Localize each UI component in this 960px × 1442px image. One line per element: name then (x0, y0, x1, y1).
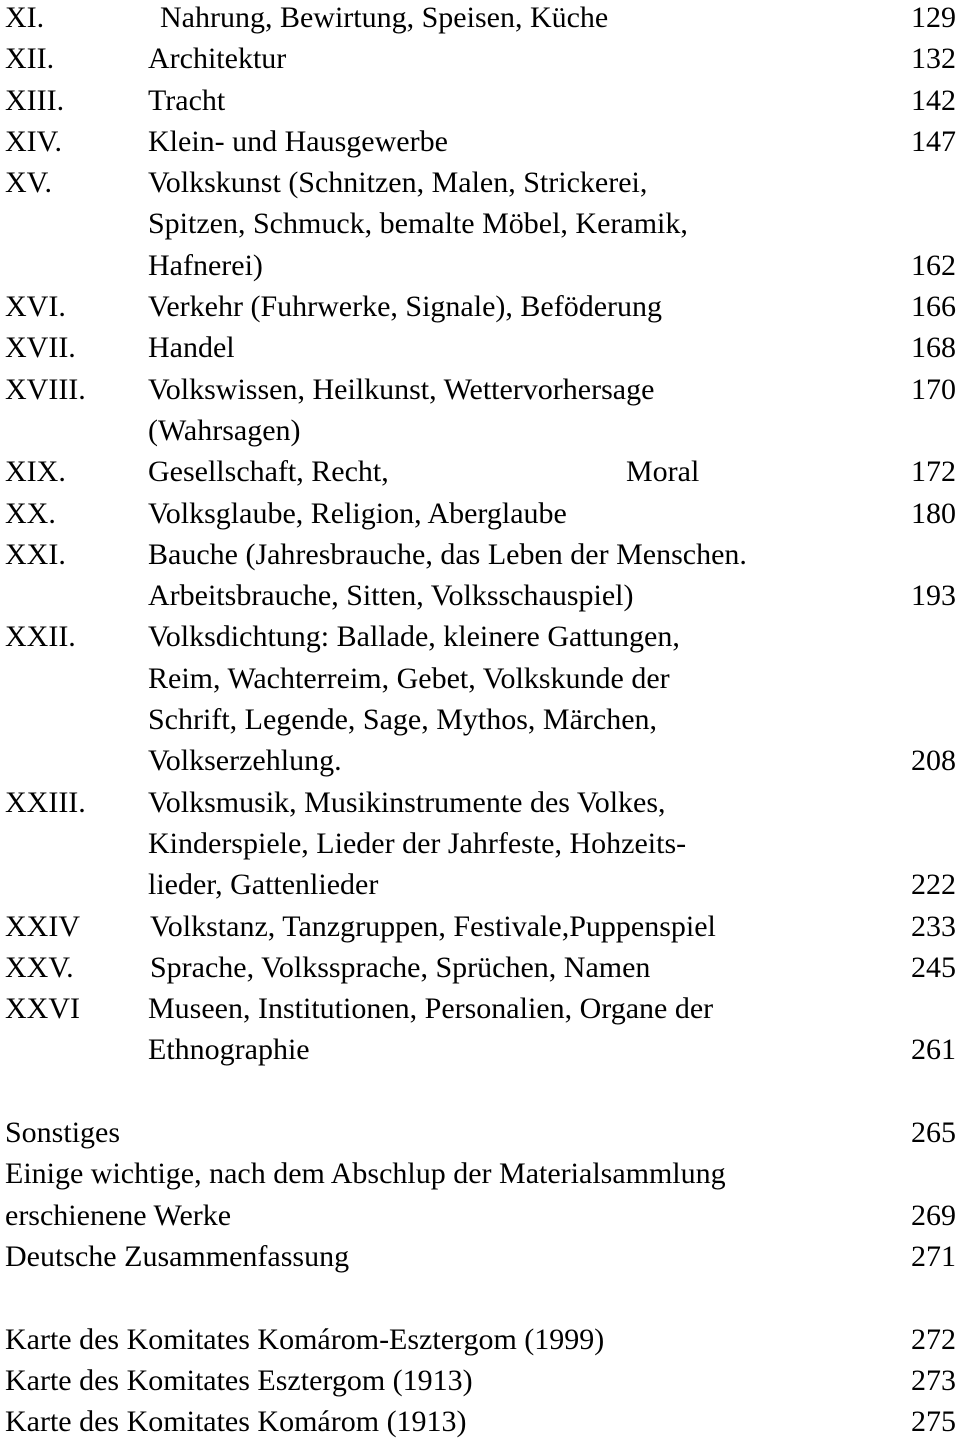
chapter-title: Sprache, Volkssprache, Sprüchen, Namen (150, 950, 651, 984)
chapter-number: XII. (5, 42, 55, 76)
toc-entry (0, 369, 960, 410)
toc-entry-continuation (0, 823, 960, 864)
toc-entry (0, 1153, 960, 1194)
chapter-number: XVII. (5, 331, 76, 365)
page-number: 168 (911, 331, 956, 365)
chapter-title: Tracht (148, 83, 226, 117)
chapter-title: Volksmusik, Musikinstrumente des Volkes, (148, 785, 666, 819)
chapter-title: (Wahrsagen) (148, 413, 301, 447)
toc-entry (0, 286, 960, 327)
toc-entry-continuation (0, 245, 960, 286)
toc-entry (0, 988, 960, 1029)
section-gap (0, 1071, 960, 1112)
page-number: 272 (911, 1322, 956, 1356)
page-number: 166 (911, 290, 956, 324)
page-number: 132 (911, 42, 956, 76)
chapter-number: XXVI (5, 992, 80, 1026)
toc-entry (0, 451, 960, 492)
toc-entry (0, 493, 960, 534)
chapter-title: Ethnographie (148, 1033, 310, 1067)
page-number: 147 (911, 124, 956, 158)
chapter-title: Nahrung, Bewirtung, Speisen, Küche (160, 1, 609, 34)
chapter-title-extra: Moral (626, 455, 700, 489)
toc-entry (0, 162, 960, 203)
chapter-title: Volkstanz, Tanzgruppen, Festivale,Puppenspiel (150, 909, 716, 943)
chapter-title: Schrift, Legende, Sage, Mythos, Märchen, (148, 703, 658, 737)
chapter-number: XIII. (5, 83, 65, 117)
chapter-title: Bauche (Jahresbrauche, das Leben der Menschen. (148, 537, 747, 571)
chapter-title: Verkehr (Fuhrwerke, Signale), Beföderung (148, 290, 662, 324)
chapter-title: Museen, Institutionen, Personalien, Organe der (148, 992, 714, 1026)
page-number: 208 (911, 744, 956, 778)
page-number: 193 (911, 579, 956, 613)
appendix-title: Sonstiges (5, 1116, 121, 1150)
map-title: Karte des Komitates Esztergom (1913) (5, 1363, 473, 1397)
map-title: Karte des Komitates Komárom (1913) (5, 1405, 467, 1439)
chapter-number: XV. (5, 166, 52, 200)
toc-entry (0, 1112, 960, 1153)
chapter-title: Arbeitsbrauche, Sitten, Volksschauspiel) (148, 579, 634, 613)
chapter-number: XVI. (5, 290, 66, 324)
toc-entry (0, 121, 960, 162)
toc-entry (0, 1401, 960, 1442)
toc-entry-continuation (0, 740, 960, 781)
toc-entry (0, 38, 960, 79)
chapter-title: lieder, Gattenlieder (148, 868, 379, 902)
chapter-title: Volksglaube, Religion, Aberglaube (148, 496, 567, 530)
chapter-number: XI. (5, 1, 45, 34)
appendix-title: Einige wichtige, nach dem Abschlup der Materialsammlung (5, 1157, 726, 1191)
chapter-number: XXV. (5, 950, 74, 984)
toc-entry-continuation (0, 658, 960, 699)
page-number: 222 (911, 868, 956, 902)
toc-entry (0, 782, 960, 823)
chapter-title: Hafnerei) (148, 248, 263, 282)
page-number: 129 (911, 1, 956, 34)
chapter-title: Volkserzehlung. (148, 744, 342, 778)
page-number: 265 (911, 1116, 956, 1150)
section-gap (0, 1277, 960, 1318)
page-number: 269 (911, 1198, 956, 1232)
chapter-title: Handel (148, 331, 235, 365)
chapter-number: XIV. (5, 124, 62, 158)
chapter-number: XVIII. (5, 372, 86, 406)
chapter-title: Volkswissen, Heilkunst, Wettervorhersage (148, 372, 655, 406)
page-number: 180 (911, 496, 956, 530)
page-number: 170 (911, 372, 956, 406)
chapter-number: XXI. (5, 537, 66, 571)
page-number: 142 (911, 83, 956, 117)
toc-entry (0, 80, 960, 121)
chapter-title: Reim, Wachterreim, Gebet, Volkskunde der (148, 661, 670, 695)
toc-entry (0, 1360, 960, 1401)
toc-entry (0, 906, 960, 947)
toc-entry (0, 327, 960, 368)
chapter-title: Klein- und Hausgewerbe (148, 124, 448, 158)
map-title: Karte des Komitates Komárom-Esztergom (1999) (5, 1322, 605, 1356)
page-number: 261 (911, 1033, 956, 1067)
page-number: 245 (911, 950, 956, 984)
chapter-number: XXIII. (5, 785, 86, 819)
toc-entry-continuation (0, 410, 960, 451)
toc-entry-continuation (0, 699, 960, 740)
toc-entry-continuation (0, 1029, 960, 1070)
toc-entry (0, 0, 960, 38)
toc-entry (0, 534, 960, 575)
chapter-title: Spitzen, Schmuck, bemalte Möbel, Keramik, (148, 207, 688, 241)
chapter-number: XIX. (5, 455, 66, 489)
toc-entry-continuation (0, 864, 960, 905)
chapter-number: XXIV (5, 909, 80, 943)
chapter-title: Gesellschaft, Recht, (148, 455, 389, 489)
page-number: 273 (911, 1363, 956, 1397)
toc-entry-continuation (0, 1195, 960, 1236)
toc-entry (0, 947, 960, 988)
chapter-number: XX. (5, 496, 56, 530)
toc-entry-continuation (0, 203, 960, 244)
chapter-title: Architektur (148, 42, 287, 76)
toc-entry (0, 1236, 960, 1277)
chapter-title: Volkskunst (Schnitzen, Malen, Strickerei, (148, 166, 648, 200)
appendix-title: erschienene Werke (5, 1198, 232, 1232)
page-number: 162 (911, 248, 956, 282)
chapter-number: XXII. (5, 620, 76, 654)
page-number: 275 (911, 1405, 956, 1439)
chapter-title: Volksdichtung: Ballade, kleinere Gattungen, (148, 620, 680, 654)
chapter-title: Kinderspiele, Lieder der Jahrfeste, Hohzeits- (148, 826, 687, 860)
appendix-title: Deutsche Zusammenfassung (5, 1239, 350, 1273)
page-number: 271 (911, 1239, 956, 1273)
page-number: 233 (911, 909, 956, 943)
toc-entry-continuation (0, 575, 960, 616)
toc-entry (0, 1319, 960, 1360)
page-number: 172 (911, 455, 956, 489)
toc-entry (0, 616, 960, 657)
